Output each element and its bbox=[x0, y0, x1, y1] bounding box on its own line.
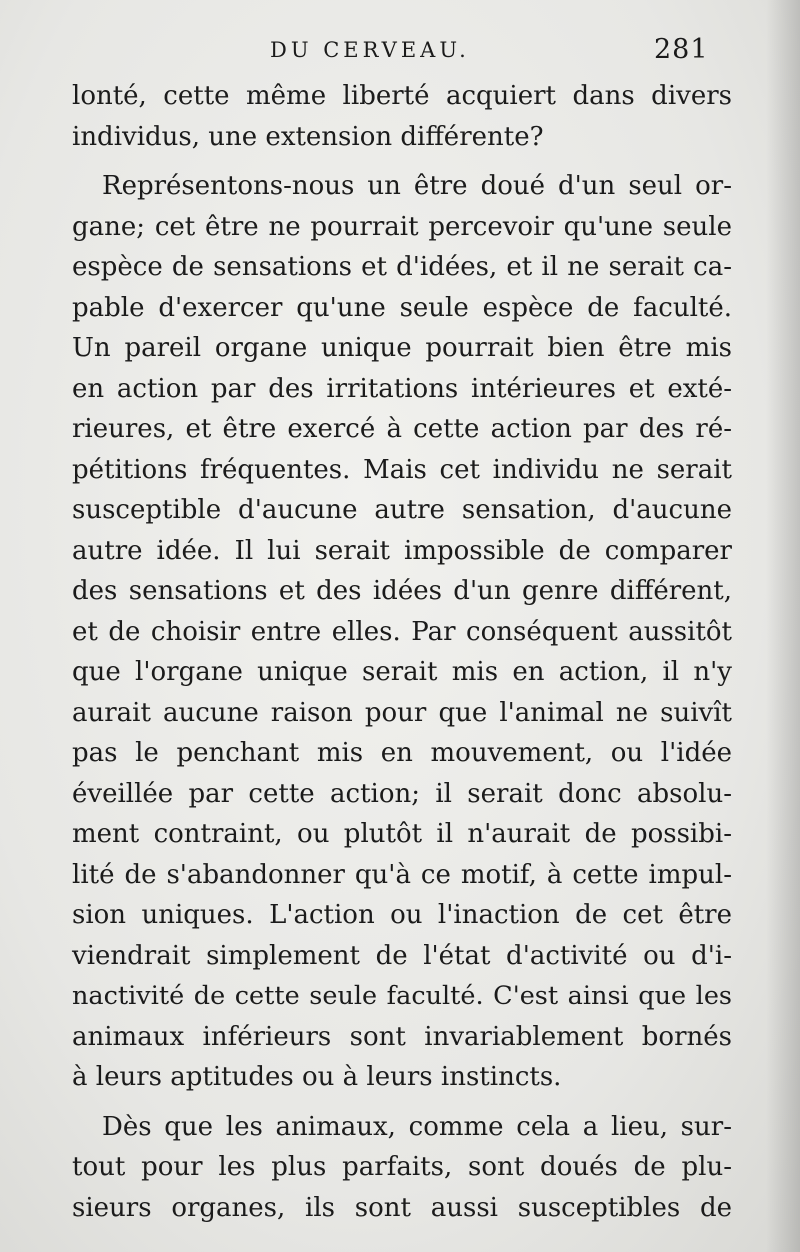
text-line: susceptible d'aucune autre sensation, d'aucune bbox=[72, 495, 732, 525]
paragraph bbox=[72, 166, 732, 1098]
paragraph bbox=[72, 76, 732, 157]
text-line: individus, une extension différente? bbox=[72, 121, 544, 152]
text-line: pas le penchant mis en mouvement, ou l'idée bbox=[72, 738, 732, 768]
text-line: en action par des irritations intérieures et exté- bbox=[72, 373, 732, 404]
text-line: lité de s'abandonner qu'à ce motif, à cette impul- bbox=[72, 859, 732, 890]
text-line: nactivité de cette seule faculté. C'est ainsi que les bbox=[72, 981, 732, 1011]
text-line: autre idée. Il lui serait impossible de comparer bbox=[72, 535, 732, 566]
text-line: et de choisir entre elles. Par conséquent aussitôt bbox=[72, 616, 732, 647]
text-line: Un pareil organe unique pourrait bien être mis bbox=[72, 333, 732, 363]
text-line: pétitions fréquentes. Mais cet individu ne serait bbox=[72, 454, 732, 485]
text-line: éveillée par cette action; il serait donc absolu- bbox=[72, 778, 732, 809]
text-line: des sensations et des idées d'un genre différent, bbox=[72, 576, 732, 606]
text-line: que l'organe unique serait mis en action, il n'y bbox=[72, 657, 732, 687]
paragraph bbox=[72, 1107, 732, 1229]
text-line: ment contraint, ou plutôt il n'aurait de possibi- bbox=[72, 819, 732, 849]
text-line: rieures, et être exercé à cette action par des ré- bbox=[72, 414, 732, 444]
text-line: Représentons-nous un être doué d'un seul or- bbox=[102, 171, 732, 201]
running-title: DU CERVEAU. bbox=[270, 38, 470, 62]
text-line: sion uniques. L'action ou l'inaction de cet être bbox=[72, 900, 732, 930]
text-line: aurait aucune raison pour que l'animal ne suivît bbox=[72, 697, 732, 728]
text-line: gane; cet être ne pourrait percevoir qu'une seule bbox=[72, 211, 732, 242]
body-text bbox=[72, 76, 732, 1228]
page-number: 281 bbox=[654, 34, 709, 65]
text-line: pable d'exercer qu'une seule espèce de faculté. bbox=[72, 292, 732, 323]
text-line: tout pour les plus parfaits, sont doués de plu- bbox=[72, 1152, 732, 1182]
text-line: espèce de sensations et d'idées, et il ne serait ca- bbox=[72, 252, 732, 282]
text-line: viendrait simplement de l'état d'activité ou d'i- bbox=[72, 940, 732, 971]
text-line: lonté, cette même liberté acquiert dans divers bbox=[72, 81, 732, 111]
text-line: sieurs organes, ils sont aussi susceptibles de bbox=[72, 1192, 732, 1223]
text-line: animaux inférieurs sont invariablement bornés bbox=[72, 1021, 732, 1052]
page-edge-shadow bbox=[766, 0, 800, 1252]
text-line: Dès que les animaux, comme cela a lieu, sur- bbox=[102, 1111, 732, 1142]
text-line: à leurs aptitudes ou à leurs instincts. bbox=[72, 1062, 562, 1092]
